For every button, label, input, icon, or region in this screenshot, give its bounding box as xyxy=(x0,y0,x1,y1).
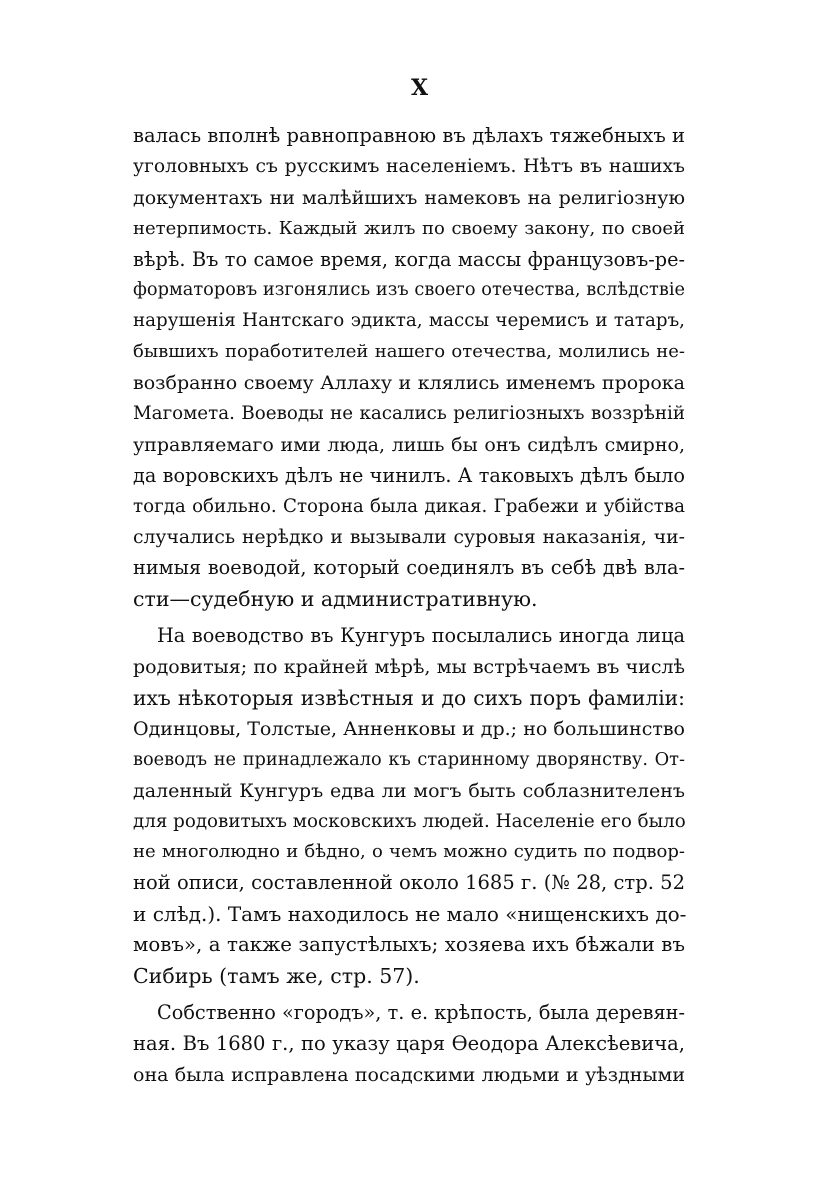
text-line: она была исправлена посадскими людьми и уѣздными xyxy=(133,1063,685,1086)
text-line: воеводъ не принадлежало къ старинному дворянству. От- xyxy=(133,749,685,770)
text-line: уголовныхъ съ русскимъ населеніемъ. Нѣтъ въ нашихъ xyxy=(133,155,685,177)
text-line: нетерпимость. Каждый жилъ по своему закону, по своей xyxy=(133,217,685,239)
paragraph xyxy=(133,998,685,1091)
text-line: валась вполнѣ равноправною въ дѣлахъ тяжебныхъ и xyxy=(133,124,685,147)
text-line: мовъ», а также запустѣлыхъ; хозяева ихъ бѣжали въ xyxy=(133,933,685,957)
text-line: и слѣд.). Тамъ находилось не мало «нищенскихъ до- xyxy=(133,902,687,927)
text-line: Магомета. Воеводы не касались религіозныхъ воззрѣній xyxy=(133,403,685,425)
text-line: случались нерѣдко и вызывали суровыя наказанія, чи- xyxy=(133,526,685,548)
text-line: тогда обильно. Сторона была дикая. Грабежи и убійства xyxy=(133,495,685,517)
text-line: бывшихъ поработителей нашего отечества, молились не- xyxy=(133,341,685,363)
text-line: ной описи, составленной около 1685 г. (№ 28, стр. 52 xyxy=(133,871,685,895)
text-line: Сибирь (тамъ же, стр. 57). xyxy=(133,964,420,989)
paragraph xyxy=(133,121,685,615)
text-line: форматоровъ изгонялись изъ своего отечества, вслѣдствіе xyxy=(133,280,685,301)
text-line: родовитыя; по крайней мѣрѣ, мы встрѣчаемъ въ числѣ xyxy=(133,656,685,679)
text-line: ихъ нѣкоторыя извѣстныя и до сихъ поръ фамиліи: xyxy=(133,686,685,711)
page-body xyxy=(133,121,685,1091)
text-line: На воеводство въ Кунгуръ посылались иногда лица xyxy=(157,624,685,648)
text-line: сти—судебную и административную. xyxy=(133,587,538,612)
page-number: X xyxy=(410,75,430,101)
text-line: для родовитыхъ московскихъ людей. Населеніе его было xyxy=(133,810,686,832)
text-line: вѣрѣ. Въ то самое время, когда массы французовъ-ре- xyxy=(133,247,685,271)
text-line: управляемаго ими люда, лишь бы онъ сидѣлъ смирно, xyxy=(133,433,685,456)
text-line: возбранно своему Аллаху и клялись именемъ пророка xyxy=(133,372,685,395)
text-line: Собственно «городъ», т. е. крѣпость, была деревян- xyxy=(157,1000,685,1024)
text-line: документахъ ни малѣйшихъ намековъ на религіозную xyxy=(133,186,685,209)
text-line: нимыя воеводой, который соединялъ въ себѣ двѣ вла- xyxy=(133,556,685,580)
text-line: ная. Въ 1680 г., по указу царя Ѳеодора Алексѣевича, xyxy=(133,1031,685,1055)
text-line: даленный Кунгуръ едва ли могъ быть соблазнителенъ xyxy=(133,779,685,802)
text-line: да воровскихъ дѣлъ не чинилъ. А таковыхъ дѣлъ было xyxy=(133,463,685,487)
text-line: нарушенія Нантскаго эдикта, массы черемисъ и татаръ, xyxy=(133,310,685,332)
paragraph xyxy=(133,621,685,992)
text-line: не многолюдно и бѣдно, о чемъ можно судить по подвор- xyxy=(133,841,685,863)
text-line: Одинцовы, Толстые, Анненковы и др.; но большинство xyxy=(133,717,685,740)
